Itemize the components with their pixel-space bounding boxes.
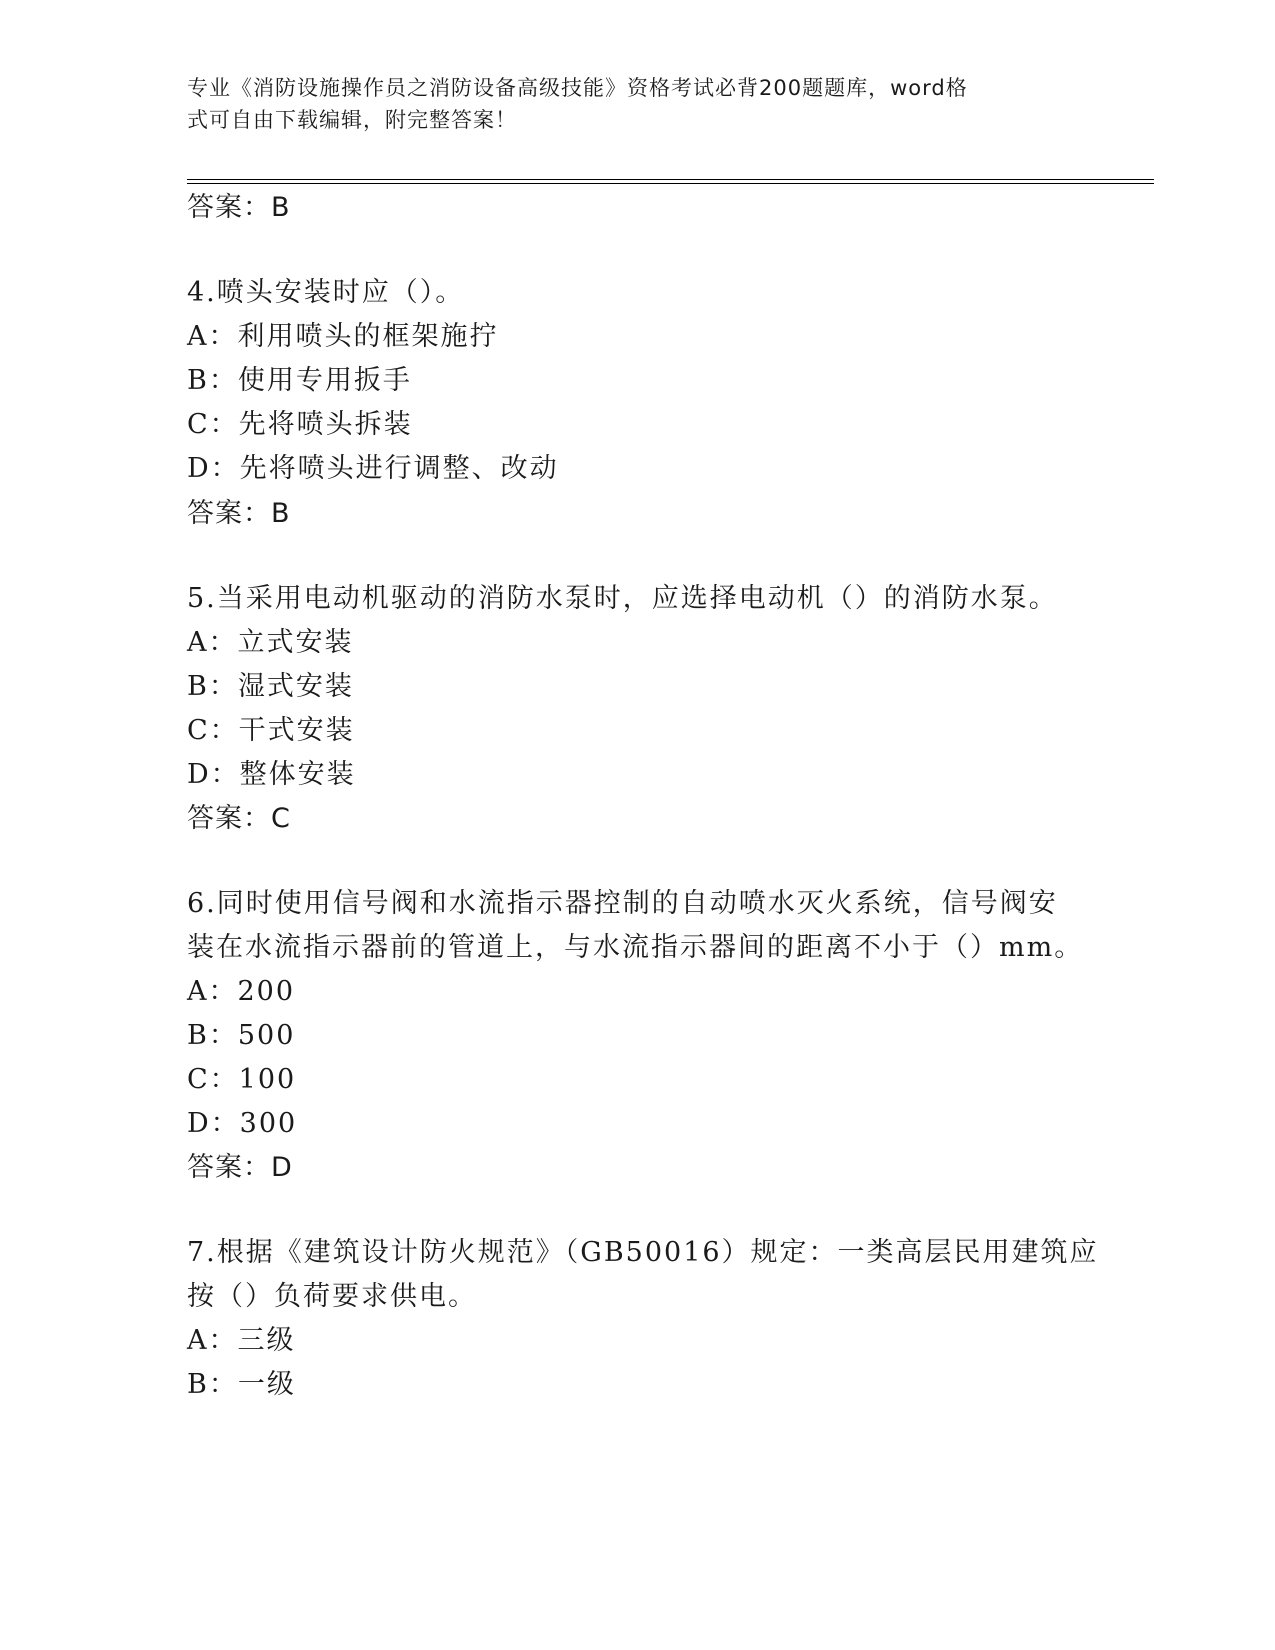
question-6-option-c: C：100 [187,1064,297,1095]
header-divider-top [187,179,1154,180]
question-6-stem-line-2: 装在水流指示器前的管道上，与水流指示器间的距离不小于（）mm。 [187,932,1084,963]
question-7-option-b: B：一级 [187,1369,296,1400]
question-6-option-d: D：300 [187,1108,298,1139]
question-6-option-a: A：200 [187,976,296,1007]
question-5-stem: 5.当采用电动机驱动的消防水泵时，应选择电动机（）的消防水泵。 [187,583,1058,614]
question-5-option-b: B：湿式安装 [187,671,354,702]
question-5-option-d: D：整体安装 [187,759,356,790]
document-header [187,72,1067,136]
question-4-stem: 4.喷头安装时应（）。 [187,277,465,308]
answer-prev-question: 答案：B [187,192,291,223]
question-4-option-d: D：先将喷头进行调整、改动 [187,453,559,484]
header-intro-line-2: 式可自由下载编辑，附完整答案！ [187,108,517,132]
question-4-option-c: C：先将喷头拆装 [187,409,413,440]
question-7-stem-line-2: 按（）负荷要求供电。 [187,1281,477,1312]
header-divider-bottom [187,183,1154,184]
question-4-answer: 答案：B [187,498,291,529]
question-4-option-b: B：使用专用扳手 [187,365,412,396]
question-5-option-a: A：立式安装 [187,627,354,658]
question-7-option-a: A：三级 [187,1325,296,1356]
question-5-answer: 答案：C [187,803,291,834]
question-6-stem-line-1: 6.同时使用信号阀和水流指示器控制的自动喷水灭火系统，信号阀安 [187,888,1058,919]
question-6-answer: 答案：D [187,1152,293,1183]
question-7-stem-line-1: 7.根据《建筑设计防火规范》（GB50016）规定：一类高层民用建筑应 [187,1237,1099,1268]
question-6-option-b: B：500 [187,1020,296,1051]
question-5-option-c: C：干式安装 [187,715,355,746]
question-4-option-a: A：利用喷头的框架施拧 [187,321,499,352]
header-intro-line-1: 专业《消防设施操作员之消防设备高级技能》资格考试必背200题题库，word格 [187,76,968,100]
